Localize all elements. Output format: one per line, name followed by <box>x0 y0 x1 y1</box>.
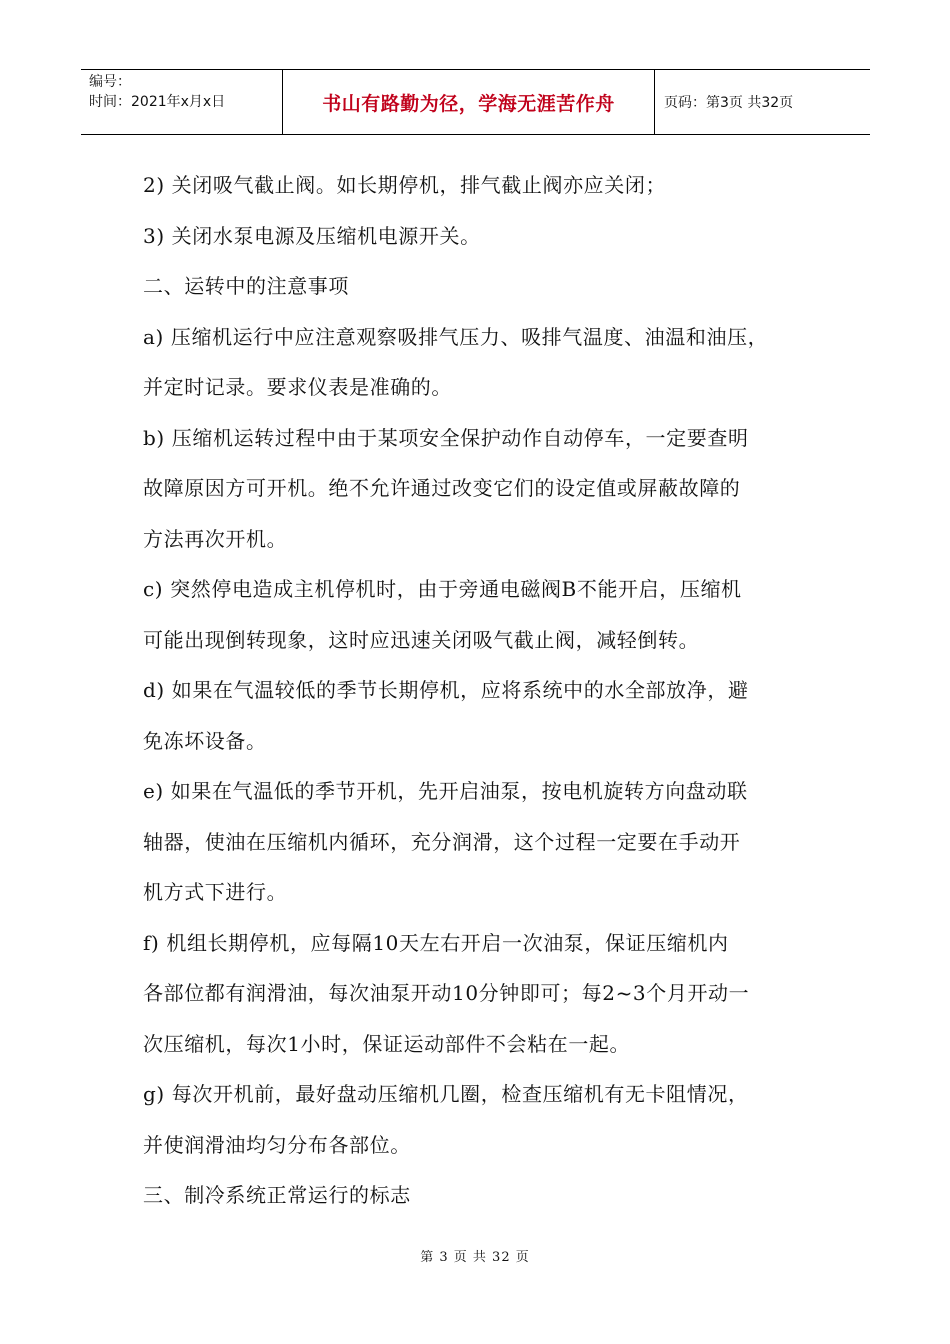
header-table <box>81 69 870 135</box>
body-line: 轴器，使油在压缩机内循环，充分润滑，这个过程一定要在手动开 <box>143 829 741 854</box>
body-line: 免冻坏设备。 <box>143 728 267 753</box>
body-line: 各部位都有润滑油，每次油泵开动10分钟即可；每2~3个月开动一 <box>143 981 750 1005</box>
body-line: a) 压缩机运行中应注意观察吸排气压力、吸排气温度、油温和油压， <box>143 324 769 349</box>
date-label: 时间：2021年x月x日 <box>89 94 226 110</box>
section-heading: 二、运转中的注意事项 <box>143 274 349 298</box>
body-line: 机方式下进行。 <box>143 880 288 904</box>
body-line: 可能出现倒转现象，这时应迅速关闭吸气截止阀，减轻倒转。 <box>143 627 700 652</box>
header-meta-cell <box>81 70 283 134</box>
page-footer: 第 3 页 共 32 页 <box>420 1250 530 1265</box>
body-line: 故障原因方可开机。绝不允许通过改变它们的设定值或屏蔽故障的 <box>143 476 741 500</box>
page-info: 页码：第3页 共32页 <box>664 95 794 111</box>
body-line: c) 突然停电造成主机停机时，由于旁通电磁阀B不能开启，压缩机 <box>143 577 742 601</box>
section-heading: 三、制冷系统正常运行的标志 <box>143 1183 411 1207</box>
body-line: f) 机组长期停机，应每隔10天左右开启一次油泵，保证压缩机内 <box>143 930 729 955</box>
body-line: 3) 关闭水泵电源及压缩机电源开关。 <box>143 223 481 248</box>
motto: 书山有路勤为径，学海无涯苦作舟 <box>322 92 615 115</box>
body-line: g) 每次开机前，最好盘动压缩机几圈，检查压缩机有无卡阻情况， <box>143 1082 749 1106</box>
body-line: b) 压缩机运转过程中由于某项安全保护动作自动停车，一定要查明 <box>143 425 749 450</box>
body-line: 方法再次开机。 <box>143 526 288 551</box>
header-motto-cell <box>283 70 655 134</box>
document-body <box>143 160 819 1221</box>
serial-label: 编号： <box>89 74 131 90</box>
body-line: 并定时记录。要求仪表是准确的。 <box>143 375 452 399</box>
header-page-cell <box>655 70 870 134</box>
body-line: d) 如果在气温较低的季节长期停机，应将系统中的水全部放净，避 <box>143 678 749 702</box>
body-line: 次压缩机，每次1小时，保证运动部件不会粘在一起。 <box>143 1031 631 1056</box>
body-line: 并使润滑油均匀分布各部位。 <box>143 1132 411 1157</box>
body-line: 2) 关闭吸气截止阀。如长期停机，排气截止阀亦应关闭； <box>143 173 667 197</box>
body-line: e) 如果在气温低的季节开机，先开启油泵，按电机旋转方向盘动联 <box>143 779 748 803</box>
